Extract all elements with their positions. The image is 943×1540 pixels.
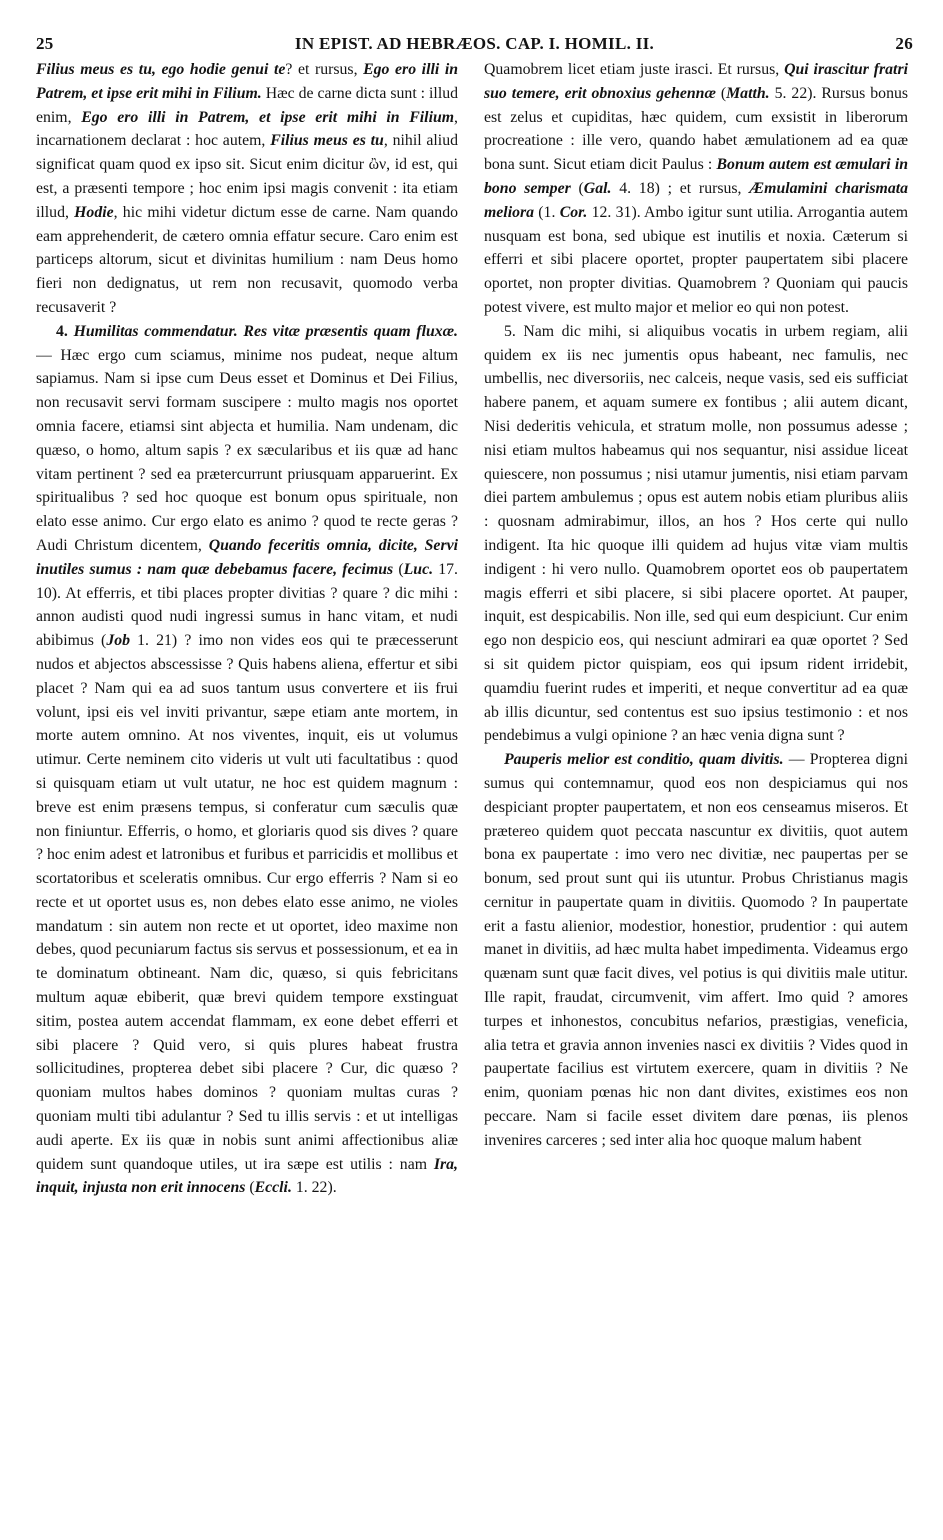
italic-text-segment: Humilitas commendatur. Res vitæ præsentis quam fluxæ. [73, 322, 458, 340]
text-segment: 17. 10). At efferris, et tibi places propter divitias ? quare ? dic mihi : annon audisti quod nudi ingressi sumus in hanc vitam, et nudi abibimus ( [36, 560, 458, 650]
text-segment: ( [570, 179, 584, 197]
text-segment: — Hæc ergo cum sciamus, minime nos pudeat, neque altum sapiamus. Nam si ipse cum Deus esset et Dominus et Dei Filius, non recusavit servi formam suscipere : multo magis nos oportet omnia facere, etiamsi sint abjecta et humilia. Nam undenam, dic quæso, o homo, altum sapis ? ex sæcularibus et iis quæ ad hanc vitam pertinent ? sed ea prætercurrunt priusquam apparuerint. Ex spiritualibus ? sed hoc quoque est bonum opus spirituale, non elato esse animo. Cur ergo elato es animo ? quod te recte geras ? Audi Christum dicentem, [36, 346, 458, 554]
italic-text-segment: Cor. [559, 203, 588, 221]
italic-text-segment: Eccli. [254, 1179, 292, 1197]
italic-text-segment: Job [106, 632, 131, 650]
text-segment: 4. [56, 322, 74, 340]
text-segment: (1. [534, 203, 560, 221]
text-segment: 12. 31). Ambo igitur sunt utilia. Arrogantia autem nusquam est bona, sed ubique est inutilis et noxia. Cæterum si efferri et sibi placere oportet, propter paupertatem sibi placere oportet, non propter divitias. Quamobrem ? Quoniam qui paucis potest vivere, est multo major et melior eo qui non potest. [484, 203, 908, 316]
text-segment: , hic mihi videtur dictum esse de carne. Nam quando eam apprehenderit, de cætero omnia effatur secure. Caro enim est particeps altorum, sicut et divinitas humilium : nam Deus homo fieri non dedignatus, ut rem non recusavit, quomodo verba recusaverit ? [36, 203, 458, 316]
italic-text-segment: Bonum autem est æmulari in bono semper [484, 156, 908, 197]
text-segment: ( [715, 84, 727, 102]
italic-text-segment: Æmulamini charismata meliora [484, 179, 908, 221]
page-number-right: 26 [895, 34, 913, 53]
italic-text-segment: Ego ero illi in Patrem, et ipse erit mihi in Filium [81, 108, 455, 126]
text-segment: ? et rursus, [285, 61, 364, 78]
text-segment: , nihil aliud significat quam quod ex ipso sit. Sicut enim dicitur ὢν, id est, qui est, a præsenti tempore ; hoc enim ipsi magis convenit : ita etiam illud, [36, 132, 458, 221]
italic-text-segment: Ego ero illi in Patrem, et ipse erit mihi in Filium. [36, 61, 458, 102]
text-segment: 5. Nam dic mihi, si aliquibus vocatis in urbem regiam, alii quidem ex iis nec jumentis opus habeant, nec famulis, nec umbellis, nec diversoriis, nec calceis, neque vasis, sed eis sufficiat habere panem, et aquam sumere ex fontibus ; alii autem dicant, Nisi dederitis vehicula, et stratum molle, non possumus adesse ; nisi etiam multos habeamus qui nos sequantur, nisi assidue liceat quiescere, non possumus ; nisi utamur jumentis, nisi etiam parvam diei partem ambulemus ; opus est autem nobis etiam pluribus aliis : quosnam admirabimur, illos, an hos ? Hos certe qui nullo indigent. Ita hic quoque illi quidem ad hujus vitæ viam multis indigent : hi vero nullo. Quamobrem oportet eos ob paupertatem magis efferri et sibi placere, si sibi placere oportet. At pauper, inquit, est despicabilis. Non ille, sed qui eum despiciunt. Cur enim ego non despicio eos, qui nesciunt admirari ea quæ oportet ? Sed si sit quidem pictor quispiam, eos qui ipsum rident irridebit, quamdiu fuerint rudes et imperiti, et neque convertitur ad ea quæ ab illis dicuntur, sed contentus est suo ipsius testimonio : et nos pendebimus a vulgi opinione ? an hæc venia digna sunt ? [484, 322, 908, 745]
italic-text-segment: Matth. [726, 84, 770, 102]
italic-text-segment: Luc. [403, 560, 434, 578]
italic-text-segment: Hodie [74, 203, 114, 221]
paragraph [36, 58, 458, 320]
text-segment: , incarnationem declarat : hoc autem, [36, 108, 458, 150]
italic-text-segment: Qui irascitur fratri suo temere, erit obnoxius gehennæ [484, 61, 908, 102]
paragraph [484, 320, 908, 748]
italic-text-segment: Ira, inquit, injusta non erit innocens [36, 1155, 458, 1197]
text-segment: 5. 22). Rursus bonus est zelus et cupiditas, hæc quidem, cum exsistit in liberorum procreatione : ille vero, quando habet æmulationem ad ea quæ bona sunt. Sicut etiam dicit Paulus : [484, 84, 908, 174]
text-segment: 1. 22). [291, 1179, 337, 1197]
left-text-column [36, 58, 458, 1498]
italic-text-segment: Filius meus es tu, ego hodie genui te [36, 61, 286, 78]
italic-text-segment: Gal. [583, 179, 612, 197]
italic-text-segment: Filius meus es tu [270, 132, 384, 150]
text-segment: Hæc de carne dicta sunt : illud enim, [36, 84, 458, 126]
text-segment: — Propterea digni sumus qui contemnamur, quod eos non despiciamus qui nos despiciant propter paupertatem, et non eos censeamus miseros. Et prætereo quidem quot peccata nascuntur ex divitiis, quot autem bona ex paupertate : imo vero nec divitiæ, nec paupertas per se bonum, sed prout sunt qui iis utuntur. Probus Christianus magis cernitur in paupertate quam in divitiis. Quomodo ? In paupertate erit a fastu alienior, modestior, honestior, prudentior : qui autem manet in divitiis, ad hæc multa habet impedimenta. Videamus ergo quænam sunt quæ facit dives, vel potius is qui divitiis male utitur. Ille rapit, fraudat, circumvenit, vim affert. Imo quid ? amores turpes et inhonestos, concubitus nefarios, præstigias, veneficia, alia tetra et gravia annon invenies nasci ex divitiis ? Vides quod in paupertate facilius est virtutem exercere, quam in divitiis ? Ne enim, quoniam pœnas hic non dant divites, existimes eos non peccare. Nam si facile esset divitem dare pœnas, iis plenos invenires carceres ; sed inter alia hoc quoque malum habent [484, 751, 908, 1149]
paragraph [36, 320, 458, 1200]
page-header [36, 34, 913, 58]
page-number-left: 25 [36, 34, 54, 53]
text-segment: Quamobrem licet etiam juste irasci. Et rursus, [484, 61, 785, 78]
text-segment: 4. 18) ; et rursus, [611, 179, 750, 197]
text-segment: ( [245, 1179, 255, 1197]
italic-text-segment: Quando feceritis omnia, dicite, Servi inutiles sumus : nam quæ debebamus facere, fecimus [36, 536, 458, 578]
right-text-column [484, 58, 908, 1498]
running-title: IN EPIST. AD HEBRÆOS. CAP. I. HOMIL. II. [294, 34, 655, 53]
text-segment: 1. 21) ? imo non vides eos qui te præcesserunt nudos et abjectos abscessisse ? Quis habens aliena, effertur et sibi placet ? Nam qui ea ad suos tantum usus convertere et iis frui volunt, ipsi eis vel inviti privantur, sæpe etiam ante mortem, in morte autem omnino. At nos viventes, inquit, eis ut volumus utimur. Certe neminem cito videris ut vult uti facultatibus : quod si quisquam etiam ut vult utatur, ne hoc est quidem magnum : breve est enim præsens tempus, si conferatur cum sæculis quæ non finiuntur. Efferris, o homo, et gloriaris quod sis dives ? quare ? hoc enim adest et latronibus et furibus et parricidis et mollibus et scortatoribus et sceleratis omnibus. Cur ergo efferris ? Nam si eo recte et ut oportet usus es, non debes elato esse animo, ne violes mandatum : sin autem non recte et ut oportet, ideo maxime non debes, quod pecuniarum factus sis servus et possessionum, et ea in te dominatum obtineant. Nam dic, quæso, si quis febricitans multum aquæ ebiberit, quæ brevi quidem tempore exstinguat sitim, postea autem accendat flammam, ex eone debet efferri et sibi placere ? Quid vero, si quis plures habeat frustra sollicitudines, propterea debet sibi placere ? Cur, dic quæso ? quoniam multos habes dominos ? quoniam multas curas ? quoniam multi tibi adulantur ? Sed tu illis servis : et ut intelligas audi aperte. Ex iis quæ in nobis sunt animi affectionibus aliæ quidem sunt quandoque utiles, ut ira sæpe est utilis : nam [36, 632, 458, 1173]
paragraph [484, 58, 908, 320]
italic-text-segment: Pauperis melior est conditio, quam divitis. [504, 751, 784, 769]
paragraph [484, 748, 908, 1153]
text-segment: ( [393, 560, 404, 578]
